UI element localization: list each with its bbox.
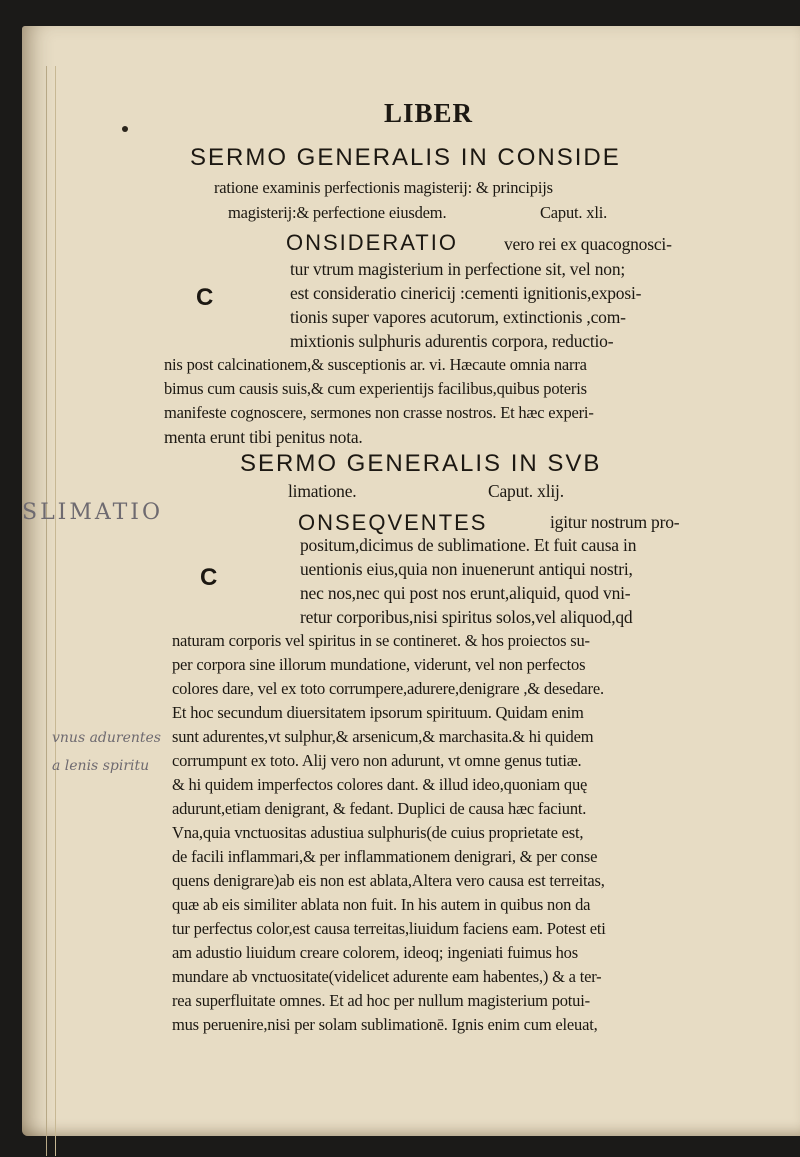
chapter-42-line: per corpora sine illorum mundatione, viderunt, vel non perfectos — [172, 655, 586, 674]
chapter-42-line: de facili inflammari,& per inflammationem denigrari, & per conse — [172, 847, 598, 866]
chapter-41-line: vero rei ex quacognosci- — [504, 234, 672, 254]
margin-dot — [122, 126, 128, 132]
chapter-42-line: am adustio liuidum creare colorem, ideoq; ingeniati fuimus hos — [172, 943, 578, 962]
chapter-42-line: Vna,quia vnctuositas adustiua sulphuris(de cuius proprietate est, — [172, 823, 584, 842]
marginal-note-adurentes: vnus adurentes — [52, 730, 161, 746]
chapter-41-line: bimus cum causis suis,& cum experientijs facilibus,quibus poteris — [164, 379, 587, 398]
chapter-41-caput: Caput. xli. — [540, 203, 608, 222]
chapter-41-line: tionis super vapores acutorum, extinctionis ,com- — [290, 307, 626, 327]
chapter-41-line: mixtionis sulphuris adurentis corpora, reductio- — [290, 331, 614, 351]
marginal-note-sublimatio: SLIMATIO — [22, 500, 163, 525]
chapter-41-line: tur vtrum magisterium in perfectione sit, vel non; — [290, 259, 626, 279]
chapter-41-heading: SERMO GENERALIS IN CONSIDE — [190, 144, 621, 171]
page-edge — [46, 66, 56, 1156]
chapter-42-initial: C — [200, 564, 218, 591]
chapter-42-line: & hi quidem imperfectos colores dant. & illud ideo,quoniam quę — [172, 775, 588, 794]
chapter-42-line: retur corporibus,nisi spiritus solos,vel aliquod,qd — [300, 607, 633, 627]
marginal-note-spiritu: a lenis spiritu — [52, 758, 150, 774]
chapter-41-line: menta erunt tibi penitus nota. — [164, 427, 363, 447]
chapter-42-line: quæ ab eis similiter ablata non fuit. In his autem in quibus non da — [172, 895, 591, 914]
chapter-42-line: adurunt,etiam denigrant, & fedant. Duplici de causa hæc faciunt. — [172, 799, 587, 818]
chapter-42-line: quens denigrare)ab eis non est ablata,Altera vero causa est terreitas, — [172, 871, 605, 890]
chapter-42-line: uentionis eius,quia non inuenerunt antiqui nostri, — [300, 559, 633, 579]
chapter-42-line: corrumpunt ex toto. Alij vero non adurunt, vt omne genus tutiæ. — [172, 751, 582, 770]
chapter-42-caput: Caput. xlij. — [488, 481, 564, 501]
chapter-42-line: naturam corporis vel spiritus in se contineret. & hos proiectos su- — [172, 631, 590, 650]
chapter-42-line: colores dare, vel ex toto corrumpere,adurere,denigrare ,& desedare. — [172, 679, 604, 698]
chapter-42-subtitle: limatione. — [288, 481, 357, 501]
chapter-41-subtitle-1: ratione examinis perfectionis magisterij: & principijs — [214, 178, 553, 197]
chapter-42-line: nec nos,nec qui post nos erunt,aliquid, quod vni- — [300, 583, 631, 603]
chapter-42-line: positum,dicimus de sublimatione. Et fuit causa in — [300, 535, 637, 555]
chapter-41-line: manifeste cognoscere, sermones non crasse nostros. Et hæc experi- — [164, 403, 594, 422]
chapter-42-opening: ONSEQVENTES — [298, 510, 488, 535]
chapter-42-line: Et hoc secundum diuersitatem ipsorum spirituum. Quidam enim — [172, 703, 584, 722]
chapter-41-opening: ONSIDERATIO — [286, 230, 458, 255]
chapter-42-line: tur perfectus color,est causa terreitas,liuidum faciens eam. Potest eti — [172, 919, 606, 938]
chapter-41-subtitle-2: magisterij:& perfectione eiusdem. — [228, 203, 447, 222]
chapter-42-line: mundare ab vnctuositate(videlicet adurente eam habentes,) & a ter- — [172, 967, 602, 986]
book-page — [22, 26, 800, 1136]
chapter-42-line: rea superfluitate omnes. Et ad hoc per nullum magisterium potui- — [172, 991, 590, 1010]
chapter-41-initial: C — [196, 284, 214, 311]
chapter-41-line: est consideratio cinericij :cementi ignitionis,exposi- — [290, 283, 642, 303]
chapter-41-line: nis post calcinationem,& susceptionis ar. vi. Hæcaute omnia narra — [164, 355, 587, 374]
chapter-42-line: mus peruenire,nisi per solam sublimationē. Ignis enim cum eleuat, — [172, 1015, 598, 1034]
page-title: LIBER — [384, 98, 474, 128]
chapter-42-line: sunt adurentes,vt sulphur,& arsenicum,& marchasita.& hi quidem — [172, 727, 594, 746]
chapter-42-heading: SERMO GENERALIS IN SVB — [240, 450, 602, 477]
chapter-42-line: igitur nostrum pro- — [550, 512, 680, 532]
